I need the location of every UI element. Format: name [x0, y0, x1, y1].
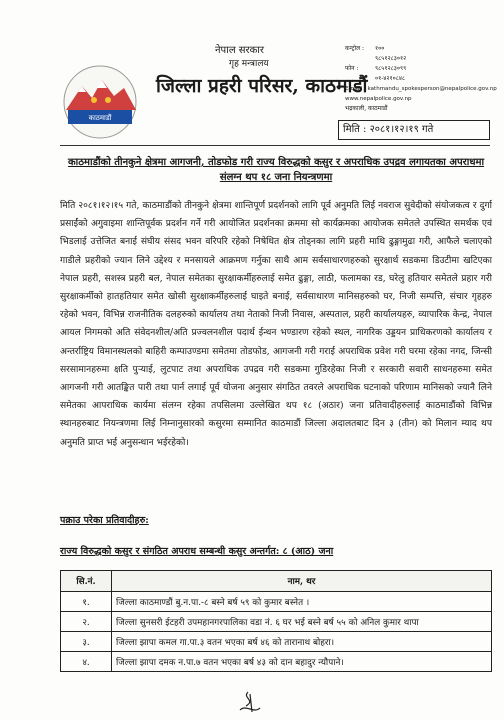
- table-row: [61, 612, 492, 632]
- table-row: [61, 632, 492, 652]
- ministry-name: गृह मन्त्रालय: [229, 59, 269, 69]
- name-cell: जिल्ला झापा कमल गा.पा.३ वतन भएका बर्ष ४६ को तारानाथ बोहरा।: [112, 632, 492, 652]
- contact-block: [345, 44, 497, 114]
- signature-mark: [230, 688, 270, 716]
- svg-text:काठमाडौं: काठमाडौं: [88, 114, 112, 122]
- press-release-title: काठमाडौंको तीनकुने क्षेत्रमा आगजनी, तोडफोड गरी राज्य विरुद्धको कसुर र अपराधिक उपद्रव लगायतका अपराधमा संलग्न थप १८ जना नियन्त्रणमा: [67, 157, 485, 183]
- serial-cell: २.: [61, 612, 112, 632]
- date-box: मिति : २०८१।१२।१९ गते: [338, 120, 490, 140]
- name-cell: जिल्ला झापा दमक न.पा.७ वतन भएका बर्ष ४३ को दान बहादुर न्यौपाने।: [112, 652, 492, 672]
- name-cell: जिल्ला सुनसरी ईटहरी उपमहानगरपालिका वडा नं. ६ घर भई बस्ने बर्ष ५५ को अनिल कुमार थापा: [112, 612, 492, 632]
- phone-number: ९८५१२८३०९९: [375, 65, 407, 72]
- name-cell: जिल्ला काठमाण्डौं बु.न.पा.-८ बस्ने बर्ष ५९ को कुमार बस्नेत ।: [112, 592, 492, 612]
- name-header: नाम, थर: [112, 571, 492, 592]
- header-divider: [60, 145, 490, 146]
- office-location: भद्रकाली, काठमाडौं: [345, 105, 388, 112]
- control-number: १००: [375, 45, 385, 52]
- government-name: नेपाल सरकार: [215, 45, 264, 56]
- serial-header: सि.नं.: [61, 571, 112, 592]
- table-header-row: [61, 571, 492, 592]
- crime-category-heading: राज्य विरुद्धको कसुर र संगठित अपराध सम्बन्धी कसुर अन्तर्गत: ८ (आठ) जना: [60, 546, 334, 557]
- arrested-heading: पक्राउ परेका प्रतिवादीहरु:: [60, 515, 149, 526]
- serial-cell: ४.: [61, 652, 112, 672]
- phone-label: फोन :: [345, 65, 359, 72]
- serial-cell: ३.: [61, 632, 112, 652]
- office-name: जिल्ला प्रहरी परिसर, काठमाडौं: [156, 75, 368, 97]
- phone-number: ९८५१२८३०१२: [375, 55, 407, 62]
- accused-table: [60, 570, 492, 672]
- control-label: कन्ट्रोल :: [345, 45, 365, 52]
- nepal-police-emblem-icon: [54, 62, 146, 142]
- press-release-body: मिति २०८१।१२।१५ गते, काठमाडौंको तीनकुने क्षेत्रमा शान्तिपूर्ण प्रदर्शनको लागि पूर्व अनुमति लिई नवराज सुवेदीको संयोजकत्व र दुर्गा प्रसाईंको अगुवाइमा शान्तिपूर्वक प्रदर्शन गर्ने गरी आयोजित प्रदर्शनका क्रममा सो कार्यक्रमका आयोजक समेतले उपस्थित समर्थक एवं भिडलाई उत्तेजित बनाई संघीय संसद भवन वरिपरि रहेको निषेधित क्षेत्र तोड्नका लागि प्रहरी माथि ढुङ्गामुढा गरी, आफैले चलाएको गाडीले प्रहरीको ज्यान लिने उद्देश्य र मनसायले आक्रमण गर्नुका साथै आम सर्वसाधारणहरुको सुरक्षार्थ सडकमा डिउटीमा खटिएका नेपाल प्रहरी, सशस्त्र प्रहरी बल, नेपाल समेतका सुरक्षाकर्मीहरुलाई समेत ढुङ्गा, लाठी, फलामका रड, घरेलु हतियार समेतले प्रहार गरी सुरक्षाकर्मीको हातहतियार समेत खोसी सुरक्षाकर्मीहरुलाई घाइते बनाई, सर्वसाधारण मानिसहरुको घर, निजी सम्पत्ति, संचार गृहहरु रहेको भवन, विभिन्न राजनीतिक दलहरुको कार्यालय तथा नेताको निजी निवास, अस्पताल, प्रहरी कार्यालयहरु, व्यापारिक केन्द्र, नेपाल आयल निगमको अति संवेदनशील/अति प्रज्वलनशील पदार्थ ईन्धन भण्डारण रहेको स्थल, नागरिक उड्डयन प्राधिकरणको कार्यालय र अन्तर्राष्ट्रिय विमानस्थलको बाहिरी कम्पाउण्डमा समेतमा तोडफोड, आगजनी गरी गराई अपराधिक प्रवेश गरी घरमा रहेका नगद, जिन्सी सरसामानहरुमा क्षति पुऱ्याई, लुटपाट तथा अपराधिक उपद्रव गरी सडकमा गुडिरहेका निजी र सरकारी सवारी साधनहरुमा समेत आगजनी गरी आतङ्कित पारी तथा पार्न लगाई पूर्व योजना अनुसार संगठित तवरले अपराधिक घटनाको परिणाम मानिसको ज्यानै लिने समेतका आपराधिक कार्यमा संलग्न रहेका तपसिलमा उल्लेखित थप १८ (अठार) जना प्रतिवादीहरुलाई काठमाडौंको विभिन्न स्थानहरुबाट नियन्त्रणमा लिई निम्नानुसारको कसुरमा सम्मानित काठमाडौं जिल्ला अदालतबाट दिन ३ (तीन) को मिलान म्याद थप अनुमति प्राप्त भई अनुसन्धान भईरहेको।: [60, 201, 492, 448]
- email-address: E-mail : kathmandu_spokesperson@nepalpolice.gov.np: [345, 86, 497, 92]
- serial-cell: १.: [61, 592, 112, 612]
- table-row: [61, 652, 492, 672]
- phone-number: ०१-४२१०८४८: [375, 75, 406, 82]
- table-row: [61, 592, 492, 612]
- website-url: www.nepalpolice.gov.np: [345, 96, 412, 102]
